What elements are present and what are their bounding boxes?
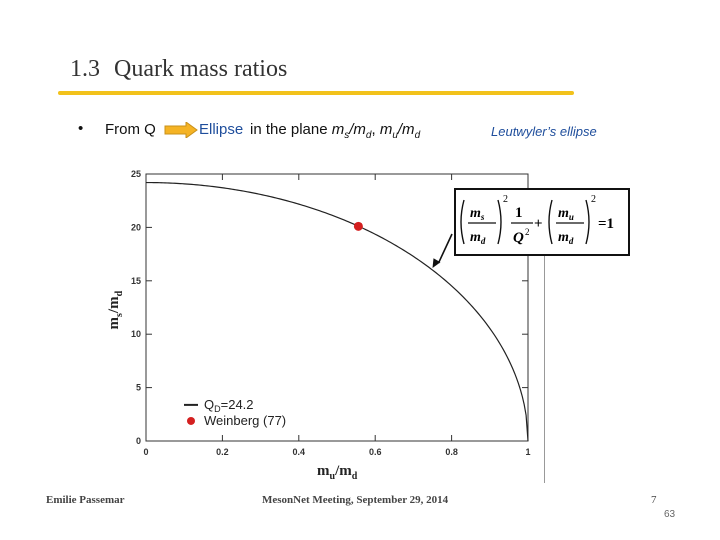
ylabel-sub: s [114, 313, 125, 317]
y-tick-label: 10 [130, 329, 141, 340]
ratio1-den: /m [349, 121, 366, 138]
plane-label: in the plane [250, 121, 328, 138]
formula-md-1 [470, 230, 486, 246]
y-tick-label: 15 [130, 275, 141, 286]
ratio-separator: , [371, 121, 376, 138]
formula-paren-left-2 [549, 200, 552, 244]
legend-dot-swatch [187, 417, 195, 425]
formula-plus: + [534, 216, 543, 232]
y-tick-label: 25 [130, 169, 141, 179]
ylabel-den-sub: d [114, 290, 125, 297]
formula-equals-one: =1 [598, 216, 615, 232]
xlabel-m: m [317, 463, 330, 479]
formula-md1-sub: d [480, 236, 486, 246]
x-tick-label: 0.6 [368, 447, 382, 457]
formula-ms-sub: s [480, 212, 485, 222]
footer-page-number: 7 [651, 494, 657, 506]
x-axis-label [317, 463, 358, 480]
formula-paren-left-1 [461, 200, 464, 244]
ratio-mu-md [379, 121, 421, 141]
formula-md1-m: m [470, 230, 481, 245]
ratio2-m: m [379, 121, 393, 138]
x-tick-label: 0.2 [216, 447, 229, 457]
formula-mu-sub: u [568, 212, 574, 222]
x-tick-label: 0 [143, 447, 149, 457]
ratio-ms-md [331, 121, 372, 141]
legend-qd-sub: D [214, 403, 221, 414]
ylabel-den: /m [106, 296, 122, 314]
data-point-weinberg [354, 222, 363, 231]
formula-md-2 [558, 230, 574, 246]
x-tick-label: 0.4 [292, 447, 306, 457]
ratio1-m: m [331, 121, 345, 138]
formula-sq-1: 2 [503, 194, 508, 205]
xlabel-den-sub: d [351, 471, 358, 480]
formula-paren-right-2 [586, 200, 589, 244]
formula-sq-2: 2 [591, 194, 596, 205]
footer-event: MesonNet Meeting, September 29, 2014 [262, 494, 449, 506]
ratio1-sub: s [344, 130, 350, 141]
y-tick-label: 0 [135, 436, 141, 446]
ratio2-sub: u [392, 130, 398, 141]
plane-text [250, 121, 420, 141]
chart-legend [184, 397, 286, 428]
title-number: 1.3 [70, 56, 100, 82]
leutwyler-ellipse-label: Leutwyler’s ellipse [491, 124, 597, 139]
formula-q: Q [513, 230, 524, 246]
formula-ms-m: m [470, 206, 481, 221]
annotation-arrow [439, 234, 453, 263]
formula-md2-sub: d [568, 236, 574, 246]
y-tick-label: 20 [130, 222, 141, 233]
ylabel-m: m [106, 317, 122, 330]
slide-title [70, 56, 287, 83]
leutwyler-formula-box [454, 188, 630, 256]
xlabel-sub: u [329, 471, 336, 480]
x-tick-label: 0.8 [445, 447, 458, 457]
legend-qd-value: =24.2 [220, 396, 254, 412]
ratio2-den: /m [397, 121, 415, 138]
formula-ms [470, 206, 485, 222]
title-text: Quark mass ratios [114, 56, 288, 82]
right-arrow-icon [164, 122, 198, 138]
footer-author: Emilie Passemar [46, 494, 125, 506]
title-underline [58, 91, 574, 95]
y-tick-label: 5 [135, 382, 141, 393]
ratio2-den-sub: d [414, 130, 421, 141]
legend-qd-q: Q [204, 396, 215, 412]
formula-q-sq: 2 [525, 227, 530, 237]
formula-svg [456, 190, 628, 254]
legend-entry-weinberg: Weinberg (77) [204, 412, 287, 428]
formula-md2-m: m [558, 230, 569, 245]
formula-mu [558, 206, 574, 222]
slide-counter: 63 [664, 509, 676, 520]
x-tick-label: 1 [525, 447, 531, 457]
ratio1-den-sub: d [365, 130, 372, 141]
y-axis-label [106, 290, 125, 329]
ellipse-word: Ellipse [199, 121, 244, 138]
bullet-marker: • [78, 120, 84, 137]
xlabel-den: /m [335, 463, 352, 479]
formula-mu-m: m [558, 206, 569, 221]
formula-one: 1 [515, 205, 523, 221]
formula-paren-right-1 [498, 200, 501, 244]
legend-entry-qd [204, 397, 254, 414]
bullet-from-q: From Q [105, 121, 156, 138]
